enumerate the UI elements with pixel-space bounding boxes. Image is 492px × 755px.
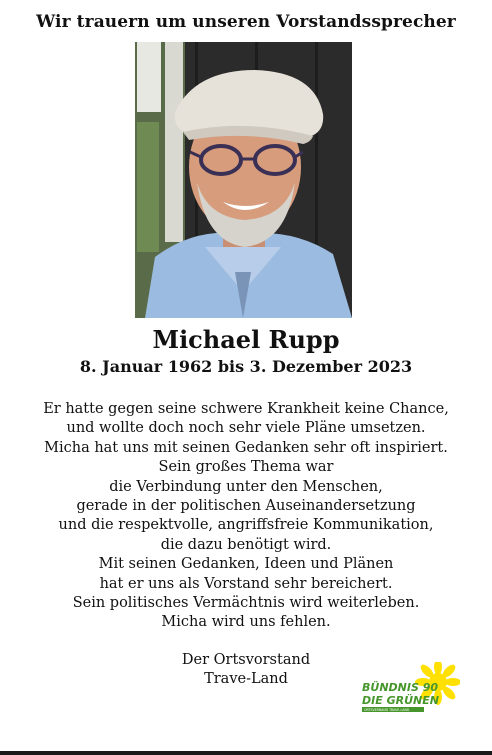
signature-line-2: Trave-Land xyxy=(204,671,288,688)
deceased-name: Michael Rupp xyxy=(152,325,340,354)
svg-text:ORTSVERBAND TRAVE-LAND: ORTSVERBAND TRAVE-LAND xyxy=(364,708,410,712)
signature-line-1: Der Ortsvorstand xyxy=(181,652,311,668)
tribute-text xyxy=(0,400,492,633)
tribute-line: und die respektvolle, angriffsfreie Kommunikation, xyxy=(58,517,434,534)
life-dates: 8. Januar 1962 bis 3. Dezember 2023 xyxy=(79,357,413,376)
tribute-line: Micha hat uns mit seinen Gedanken sehr oft inspiriert. xyxy=(44,439,448,456)
tribute-line: die Verbindung unter den Menschen, xyxy=(109,478,383,495)
tribute-line: und wollte doch noch sehr viele Pläne umsetzen. xyxy=(66,420,426,437)
green-party-logo xyxy=(360,662,460,716)
headline: Wir trauern um unseren Vorstandssprecher xyxy=(36,12,456,32)
tribute-line: hat er uns als Vorstand sehr bereichert. xyxy=(99,575,393,592)
tribute-line: Micha wird uns fehlen. xyxy=(161,614,331,631)
svg-text:DIE GRÜNEN: DIE GRÜNEN xyxy=(362,694,439,707)
tribute-line: Sein politisches Vermächtnis wird weiterleben. xyxy=(72,595,420,612)
portrait-photo xyxy=(135,42,352,318)
tribute-line: die dazu benötigt wird. xyxy=(160,536,332,553)
bottom-border xyxy=(0,751,492,755)
tribute-line: Er hatte gegen seine schwere Krankheit keine Chance, xyxy=(43,401,449,417)
tribute-line: Mit seinen Gedanken, Ideen und Plänen xyxy=(98,556,394,573)
svg-text:BÜNDNIS 90: BÜNDNIS 90 xyxy=(362,681,439,694)
tribute-line: Sein großes Thema war xyxy=(158,459,334,476)
tribute-line: gerade in der politischen Auseinandersetzung xyxy=(76,498,416,515)
